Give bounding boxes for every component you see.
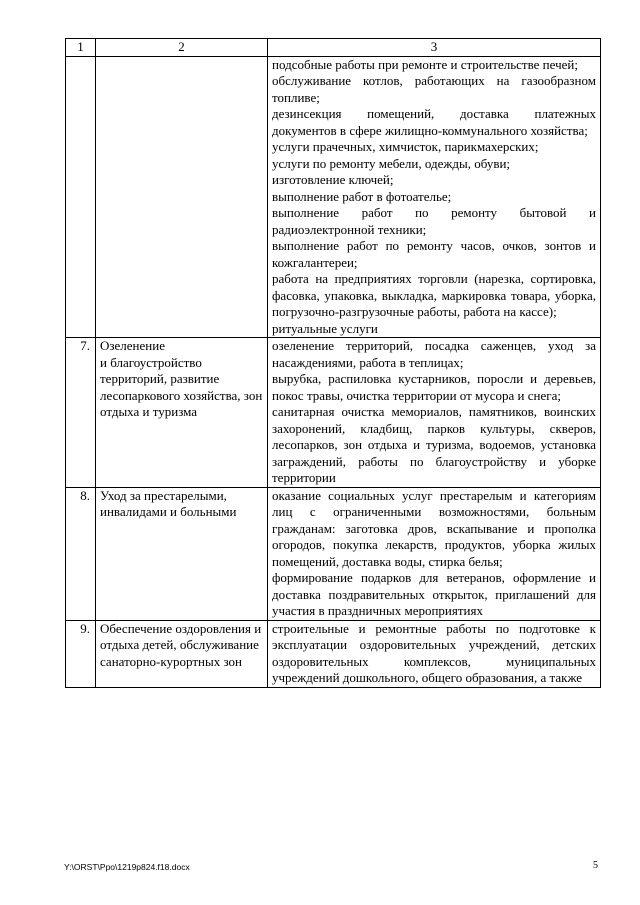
work-type-item: обслуживание котлов, работающих на газообразном топливе; [272,73,596,105]
work-type-item: выполнение работ в фотоателье; [272,188,452,204]
work-type-item: подсобные работы при ремонте и строительстве печей; [272,56,578,72]
page-number: 5 [593,860,598,871]
work-type-item: строительные и ремонтные работы по подготовке к эксплуатации оздоровительных учреждений, детских оздоровительных комплексов, муниципальных учреждений дошкольного, общего образования, а также [272,620,596,685]
work-type-item: изготовление ключей; [272,172,394,187]
work-type-item: дезинсекция помещений, доставка платежных документов в сфере жилищно-коммунального хозяйства; [272,106,596,138]
activity-name [96,338,268,488]
work-types [268,338,601,488]
work-type-item: ритуальные услуги [272,320,378,336]
work-type-item: работа на предприятиях торговли (нарезка, сортировка, фасовка, упаковка, выкладка, маркировка товара, уборка, погрузочно-разгрузочные работы, работа на кассе); [272,271,596,319]
document-path: Y:\ORST\Ppo\1219p824.f18.docx [64,862,190,872]
activity-name-line: Обеспечение оздоровления и отдыха детей, обслуживание санаторно-курортных зон [100,620,262,669]
table-row [66,620,601,687]
work-type-item: услуги по ремонту мебели, одежды, обуви; [272,155,511,171]
work-type-item: оказание социальных услуг престарелым и категориям лиц с ограниченными возможностями, больным гражданам: заготовка дров, вскапывание и прополка огородов, покупка лекарств, продуктов, уборка жилых помещений, доставка воды, стирка белья; [272,487,596,569]
header-col-1: 1 [66,39,96,57]
header-col-3: 3 [268,39,601,57]
table-header-row [66,39,601,57]
activity-name [96,487,268,620]
work-types [268,56,601,338]
activity-name [96,56,268,338]
activity-name-line: и благоустройство территорий, развитие лесопаркового хозяйства, зон отдыха и туризма [100,354,263,419]
activity-name [96,620,268,687]
header-col-2: 2 [96,39,268,57]
work-type-item: формирование подарков для ветеранов, оформление и доставка поздравительных открыток, приглашений для участия в праздничных мероприятиях [272,570,596,618]
table-row [66,487,601,620]
work-types [268,487,601,620]
activity-name-line: Озеленение [100,338,165,353]
work-types [268,620,601,687]
work-type-item: санитарная очистка мемориалов, памятников, воинских захоронений, кладбищ, парков культуры, скверов, лесопарков, зон отдыха и туризма, водоемов, установка заграждений, работы по благоустройству и уборке территории [272,404,596,485]
row-number: 8. [66,487,96,620]
activity-name-line: Уход за престарелыми, инвалидами и больными [100,487,237,519]
row-number [66,56,96,338]
row-number: 9. [66,620,96,687]
work-type-item: выполнение работ по ремонту часов, очков, зонтов и кожгалантереи; [272,238,596,270]
work-type-item: услуги прачечных, химчисток, парикмахерских; [272,139,539,154]
work-type-item: выполнение работ по ремонту бытовой и радиоэлектронной техники; [272,205,596,237]
services-table [65,38,601,688]
row-number: 7. [66,338,96,488]
table-row [66,56,601,338]
table-row [66,338,601,488]
work-type-item: вырубка, распиловка кустарников, поросли и деревьев, покос травы, очистка территории от мусора и снега; [272,371,596,403]
work-type-item: озеленение территорий, посадка саженцев, уход за насаждениями, работа в теплицах; [272,338,596,370]
table-body [66,39,601,688]
